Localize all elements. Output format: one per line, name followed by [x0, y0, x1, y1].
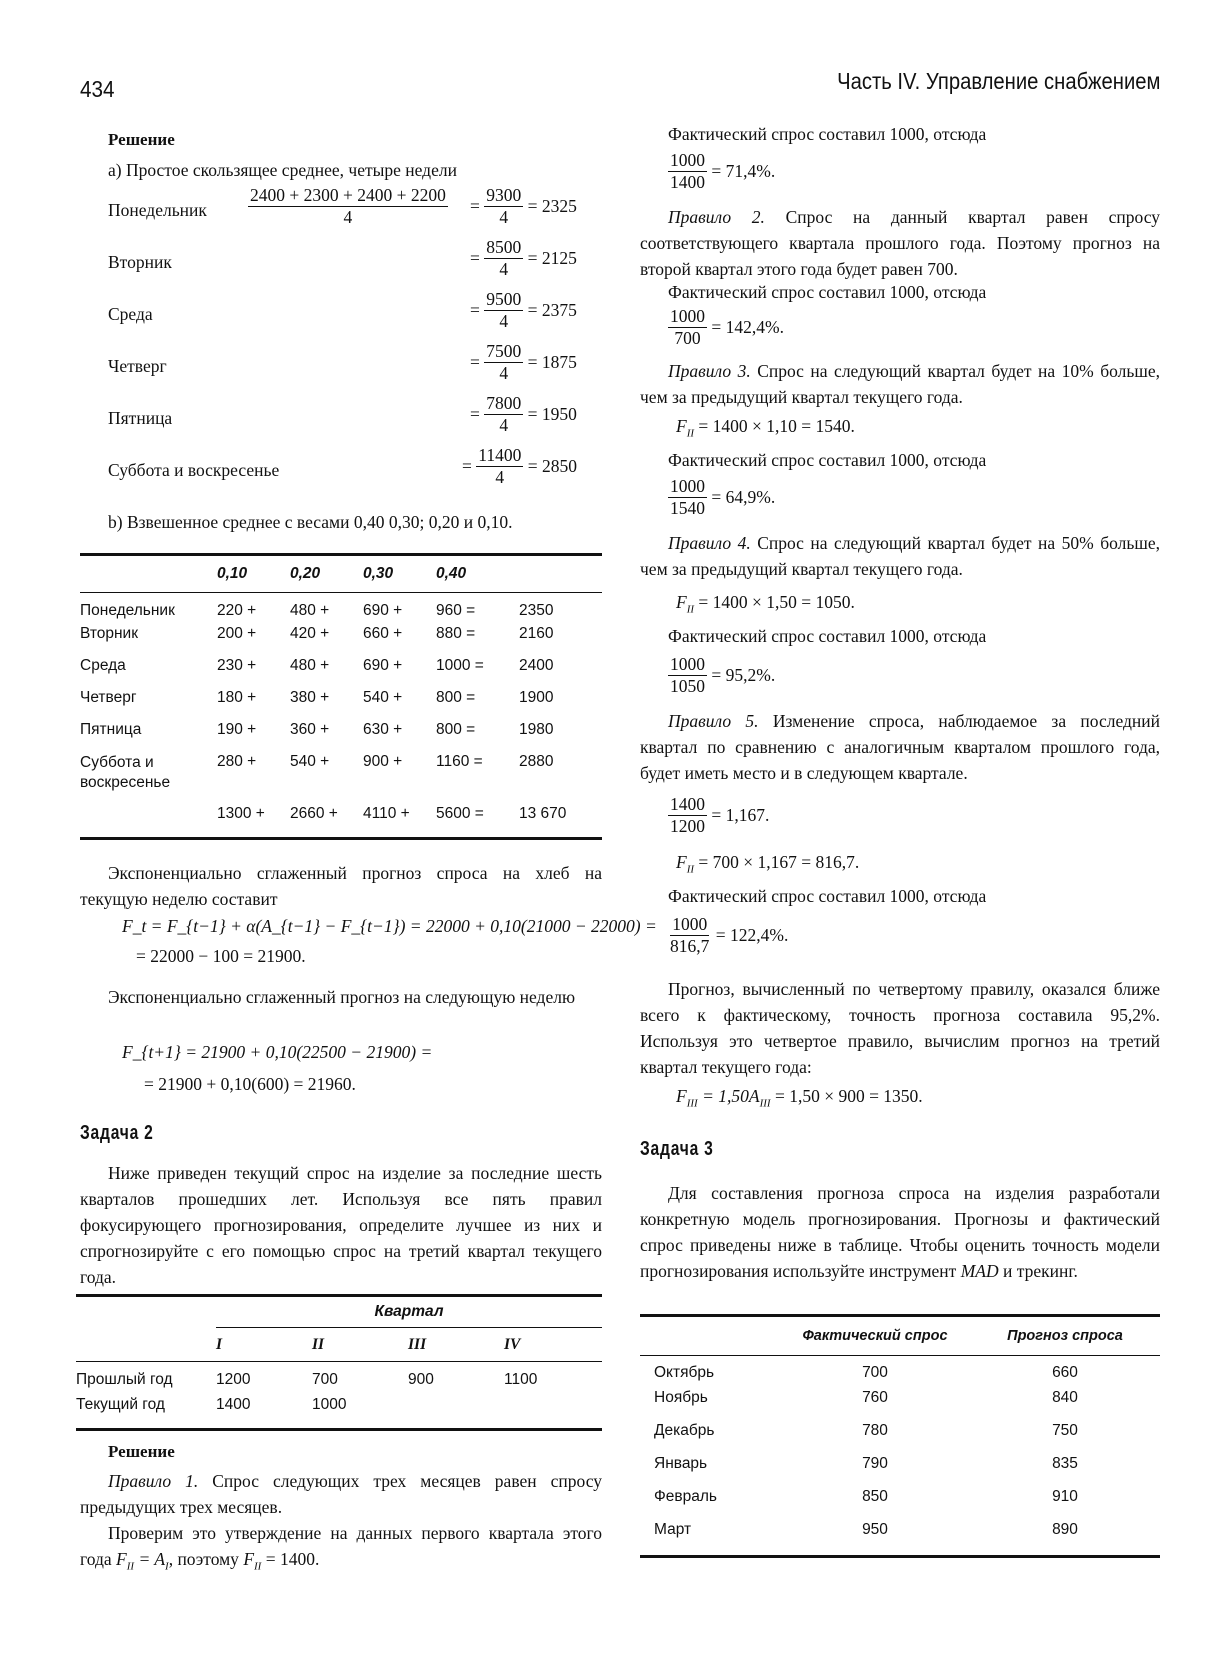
table-total-row: [80, 805, 602, 839]
rule-label: Правило 1.: [108, 1471, 199, 1491]
table-header-cell: III: [408, 1335, 427, 1353]
rule-4-ratio: [668, 654, 775, 697]
table-cell: 660: [1052, 1364, 1078, 1381]
day-label: Четверг: [108, 356, 167, 376]
formula-symbol: F: [676, 1086, 687, 1106]
table-cell: 200 +: [217, 624, 257, 642]
actual-demand-text: Фактический спрос составил 1000, отсюда: [668, 450, 987, 470]
table-cell: Пятница: [80, 720, 142, 738]
table-cell: Январь: [654, 1454, 708, 1472]
fraction-denominator: 4: [499, 415, 509, 435]
formula-subscript: II: [686, 427, 695, 440]
day-label: Понедельник: [108, 200, 207, 220]
table-cell: 2660 +: [290, 804, 338, 822]
fraction-denominator: 700: [674, 328, 701, 348]
table-header-row: [76, 1328, 602, 1362]
fraction-numerator: 9500: [486, 289, 522, 309]
table-cell: 230 +: [217, 656, 257, 674]
fraction-denominator: 4: [499, 207, 509, 227]
table-cell: 1900: [519, 688, 554, 706]
rule-text: Спрос следующих трех месяцев равен спросу предыдущих трех месяцев.: [80, 1471, 602, 1517]
table-header-cell: 0,10: [217, 565, 248, 582]
result-value: = 2375: [527, 300, 577, 320]
table-cell: Октябрь: [654, 1364, 715, 1381]
fraction-denominator: 1400: [670, 172, 705, 192]
actual-demand-text: Фактический спрос составил 1000, отсюда: [668, 282, 987, 302]
table-row: [640, 1422, 1160, 1455]
formula-text: = A: [134, 1549, 166, 1569]
rule-3-ratio: [668, 476, 775, 519]
rule-3-paragraph: [640, 358, 1160, 410]
fraction-denominator: 1200: [670, 816, 705, 836]
table-cell: 1400: [216, 1395, 251, 1413]
table-header-row: [80, 555, 602, 593]
result-value: = 1950: [527, 404, 577, 424]
rule-2-paragraph: [640, 204, 1160, 282]
formula-symbol: F: [676, 592, 687, 612]
table-cell: Вторник: [80, 624, 138, 642]
actual-demand-text: Фактический спрос составил 1000, отсюда: [668, 886, 987, 906]
table-header-cell: [80, 555, 217, 593]
table-header-cell: [519, 555, 602, 593]
fraction-numerator: 11400: [478, 445, 522, 465]
formula-subscript: III: [686, 1097, 698, 1110]
solution-2-title: Решение: [108, 1442, 175, 1461]
table-cell: 380 +: [290, 688, 330, 706]
rule-1-check: [80, 1520, 602, 1580]
table-cell: 420 +: [290, 624, 330, 642]
fraction-denominator: 4: [499, 363, 509, 383]
table-header-cell: 0,40: [436, 565, 467, 582]
formula-text: = 1400.: [261, 1549, 320, 1569]
formula-symbol: F: [243, 1549, 255, 1569]
formula-text: = 700 × 1,167 = 816,7.: [694, 852, 860, 872]
table-cell: 2400: [519, 656, 554, 674]
task-3-text: [640, 1180, 1160, 1284]
equals-sign: =: [470, 248, 480, 268]
table-cell: 630 +: [363, 720, 403, 738]
fraction-numerator: 1000: [670, 306, 705, 326]
table-cell: 540 +: [363, 688, 403, 706]
equals-sign: =: [470, 352, 480, 372]
exp-formula-1b: = 22000 − 100 = 21900.: [136, 946, 306, 966]
fraction-denominator: 4: [499, 259, 509, 279]
check-text: Проверим это утверждение на данных первого квартала этого года: [80, 1523, 602, 1569]
table-cell: 1000: [312, 1395, 347, 1413]
table-cell: [80, 805, 217, 839]
result-value: = 122,4%.: [715, 925, 789, 945]
fraction-denominator: 1540: [670, 498, 705, 518]
table-row: [80, 753, 602, 805]
table-cell: 2880: [519, 752, 554, 770]
thursday-result: [470, 341, 577, 384]
table-row: [640, 1356, 1160, 1389]
result-value: = 1,167.: [711, 805, 770, 825]
rule-3-formula: [676, 416, 855, 440]
demand-forecast-table: [640, 1314, 1160, 1558]
table-cell: Март: [654, 1520, 692, 1538]
table-cell: 910: [1052, 1487, 1078, 1505]
rule-text: Спрос на данный квартал равен спросу соответствующего квартала прошлого года. Поэтому прогноз на второй квартал этого года будет равен 700.: [640, 207, 1160, 279]
table-cell: 540 +: [290, 752, 330, 770]
tuesday-result: [470, 237, 577, 280]
fraction-numerator: 1400: [670, 794, 705, 814]
result-value: = 95,2%.: [711, 665, 776, 685]
table-cell: 1200: [216, 1371, 251, 1388]
result-value: = 142,4%.: [711, 317, 784, 337]
formula-subscript: III: [759, 1097, 771, 1110]
table-cell: 280 +: [217, 752, 257, 770]
table-cell: 1100: [504, 1371, 538, 1388]
rule-5-paragraph: [640, 708, 1160, 786]
equals-sign: =: [470, 404, 480, 424]
table-cell: 890: [1052, 1520, 1078, 1538]
table-cell: 700: [312, 1371, 338, 1388]
day-label: Суббота и воскресенье: [108, 460, 280, 480]
table-header-row: [640, 1316, 1160, 1356]
monday-sum-fraction: [248, 185, 448, 228]
fraction-numerator: 1000: [670, 150, 705, 170]
table-cell: [408, 1396, 504, 1430]
monday-result: [470, 185, 577, 228]
quarter-table: [76, 1294, 602, 1431]
wednesday-result: [470, 289, 577, 332]
table-cell: 900: [408, 1371, 434, 1388]
rule-label: Правило 3.: [668, 361, 751, 381]
rule-text: Изменение спроса, наблюдаемое за последний квартал по сравнению с аналогичным кварталом прошлого года, будет иметь место и в следующем квартале.: [640, 711, 1160, 783]
rule-label: Правило 4.: [668, 533, 751, 553]
rule-4-formula: [676, 592, 855, 616]
table-cell: Суббота и воскресенье: [80, 753, 171, 791]
table-row: [80, 721, 602, 753]
fraction-denominator: 816,7: [670, 936, 710, 956]
formula-text: = 1,50 × 900 = 1350.: [770, 1086, 923, 1106]
fraction-denominator: 4: [495, 467, 505, 487]
formula-symbol: F: [676, 416, 687, 436]
table-row: [76, 1396, 602, 1430]
table-cell: 790: [862, 1454, 888, 1472]
table-cell: [504, 1396, 602, 1430]
rule-5-formula: [676, 852, 859, 876]
exp-smoothing-text-1: Экспоненциально сглаженный прогноз спроса на хлеб на текущую неделю составит: [80, 863, 602, 909]
task-text: и трекинг.: [998, 1261, 1078, 1281]
exp-formula-2b: = 21900 + 0,10(600) = 21960.: [144, 1074, 356, 1094]
result-value: = 71,4%.: [711, 161, 776, 181]
table-cell: 800 =: [436, 720, 476, 738]
table-cell: 660 +: [363, 624, 403, 642]
rule-text: Спрос на следующий квартал будет на 50% больше, чем за предыдущий квартал текущего года.: [640, 533, 1160, 579]
table-cell: Прошлый год: [76, 1371, 173, 1388]
fraction-denominator: 4: [343, 207, 353, 227]
table-header-cell: Прогноз спроса: [1007, 1328, 1123, 1344]
table-cell: Среда: [80, 656, 126, 674]
table-cell: 220 +: [217, 602, 257, 619]
table-cell: 760: [862, 1388, 888, 1406]
table-cell: Февраль: [654, 1487, 717, 1505]
table-cell: 690 +: [363, 602, 403, 619]
table-cell: Понедельник: [80, 602, 175, 619]
mad-term: MAD: [960, 1261, 999, 1281]
table-cell: 5600 =: [436, 804, 484, 822]
equals-sign: =: [470, 196, 480, 216]
table-cell: Ноябрь: [654, 1388, 708, 1406]
table-cell: 4110 +: [363, 804, 410, 822]
rule-1-paragraph: [80, 1468, 602, 1520]
table-cell: Декабрь: [654, 1421, 715, 1439]
quarter-group-header: Квартал: [216, 1296, 602, 1328]
table-row: [640, 1455, 1160, 1488]
formula-text: = 1400 × 1,10 = 1540.: [694, 416, 855, 436]
table-header-cell: [640, 1316, 780, 1356]
fraction-numerator: 9300: [486, 185, 522, 205]
table-row: [80, 625, 602, 657]
formula-subscript: I: [165, 1560, 169, 1573]
table-cell: 1980: [519, 720, 554, 738]
table-cell: 850: [862, 1487, 888, 1505]
result-value: = 2125: [527, 248, 577, 268]
part-b-title: b) Взвешенное среднее с весами 0,40 0,30; 0,20 и 0,10.: [108, 512, 513, 532]
table-row: [80, 689, 602, 721]
rule-1-ratio: [668, 150, 775, 193]
part-a-title: а) Простое скользящее среднее, четыре недели: [108, 160, 457, 180]
table-header-cell: 0,20: [290, 565, 321, 582]
equals-sign: =: [462, 456, 472, 476]
table-header-cell: 0,30: [363, 565, 394, 582]
table-header-cell: I: [216, 1335, 223, 1353]
rule-5-ratio-a: [668, 794, 769, 837]
conclusion-paragraph: Прогноз, вычисленный по четвертому правилу, оказался ближе всего к фактическому, точность прогноза составила 95,2%. Используя это четвертое правило, вычислим прогноз на третий квартал текущего года:: [640, 979, 1160, 1077]
day-label: Пятница: [108, 408, 173, 428]
formula-subscript: II: [126, 1560, 135, 1573]
rule-label: Правило 2.: [668, 207, 765, 227]
day-label: Вторник: [108, 252, 172, 272]
table-cell: 780: [862, 1421, 888, 1439]
fraction-numerator: 1000: [670, 654, 705, 674]
formula-text: = 1400 × 1,50 = 1050.: [694, 592, 855, 612]
table-cell: 2350: [519, 602, 554, 619]
table-row: [80, 593, 602, 625]
exp-formula-2a: F_{t+1} = 21900 + 0,10(22500 − 21900) =: [122, 1042, 433, 1062]
table-cell: 700: [862, 1364, 888, 1381]
table-cell: 13 670: [519, 804, 567, 822]
fraction-numerator: 8500: [486, 237, 522, 257]
formula-text: , поэтому: [168, 1549, 239, 1569]
running-head: Часть IV. Управление снабжением: [836, 68, 1160, 94]
table-cell: Текущий год: [76, 1395, 165, 1413]
table-cell: 880 =: [436, 624, 476, 642]
weekend-result: [462, 445, 577, 488]
formula-text: = 1,50A: [697, 1086, 760, 1106]
formula-subscript: II: [686, 863, 695, 876]
actual-demand-text: Фактический спрос составил 1000, отсюда: [668, 626, 987, 646]
solution-title: Решение: [108, 130, 175, 149]
table-cell: 1300 +: [217, 804, 265, 822]
result-value: = 2850: [527, 456, 577, 476]
rule-4-paragraph: [640, 530, 1160, 582]
fraction-numerator: 1000: [670, 476, 705, 496]
task-text: Для составления прогноза спроса на изделия разработали конкретную модель прогнозирования. Прогнозы и фактический спрос приведены ниже в таблице. Чтобы оценить точность модели прогнозирования используйте инструмент: [640, 1183, 1160, 1281]
table-cell: 480 +: [290, 656, 330, 674]
table-cell: 690 +: [363, 656, 403, 674]
table-cell: 2160: [519, 624, 554, 642]
task-2-title: Задача 2: [80, 1122, 154, 1144]
actual-demand-text: Фактический спрос составил 1000, отсюда: [668, 124, 987, 144]
table-row: [76, 1362, 602, 1396]
table-header-cell: IV: [504, 1335, 521, 1353]
table-cell: 750: [1052, 1421, 1078, 1439]
table-row: [640, 1488, 1160, 1521]
table-cell: 900 +: [363, 752, 403, 770]
day-label: Среда: [108, 304, 153, 324]
table-cell: 840: [1052, 1388, 1078, 1406]
weighted-average-table: [80, 553, 602, 840]
table-cell: 960 =: [436, 602, 476, 619]
fraction-denominator: 1050: [670, 676, 705, 696]
table-cell: 180 +: [217, 688, 257, 706]
table-cell: 190 +: [217, 720, 257, 738]
table-row: [640, 1521, 1160, 1557]
rule-label: Правило 5.: [668, 711, 759, 731]
rule-2-ratio: [668, 306, 784, 349]
table-cell: 835: [1052, 1454, 1078, 1472]
exp-smoothing-text-2: Экспоненциально сглаженный прогноз на следующую неделю: [108, 987, 576, 1007]
result-value: = 2325: [527, 196, 577, 216]
result-value: = 1875: [527, 352, 577, 372]
fraction-numerator: 1000: [672, 914, 708, 934]
result-value: = 64,9%.: [711, 487, 776, 507]
fraction-numerator: 7800: [486, 393, 522, 413]
table-cell: 480 +: [290, 602, 330, 619]
rule-text: Спрос на следующий квартал будет на 10% больше, чем за предыдущий квартал текущего года.: [640, 361, 1160, 407]
rule-5-ratio: [668, 914, 788, 957]
equals-sign: =: [470, 300, 480, 320]
table-cell: 950: [862, 1520, 888, 1538]
table-cell: Четверг: [80, 688, 137, 706]
table-cell: 1000 =: [436, 656, 484, 674]
task-2-text: Ниже приведен текущий спрос на изделие за последние шесть кварталов прошедших лет. Используя все пять правил фокусирующего прогнозирования, определите лучшее из них и спрогнозируйте с его помощью спрос на третий квартал текущего года.: [80, 1163, 602, 1287]
table-header-cell: [76, 1328, 216, 1362]
fraction-denominator: 4: [499, 311, 509, 331]
table-cell: 800 =: [436, 688, 476, 706]
table-row: [640, 1389, 1160, 1422]
task-3-title: Задача 3: [640, 1138, 714, 1160]
table-cell: 1160 =: [436, 752, 483, 770]
formula-symbol: F: [676, 852, 687, 872]
table-group-header-row: [76, 1296, 602, 1328]
table-cell: 360 +: [290, 720, 330, 738]
table-header-cell: II: [312, 1335, 325, 1353]
fraction-numerator: 2400 + 2300 + 2400 + 2200: [250, 185, 446, 205]
exp-formula-1a: F_t = F_{t−1} + α(A_{t−1} − F_{t−1}) = 22000 + 0,10(21000 − 22000) =: [122, 916, 657, 936]
formula-symbol: F: [116, 1549, 127, 1569]
page-number: 434: [80, 76, 115, 102]
fraction-numerator: 7500: [486, 341, 522, 361]
table-row: [80, 657, 602, 689]
friday-result: [470, 393, 577, 436]
formula-subscript: II: [686, 603, 695, 616]
formula-subscript: II: [254, 1560, 262, 1573]
table-header-cell: Фактический спрос: [802, 1328, 948, 1344]
final-formula: [676, 1086, 923, 1110]
